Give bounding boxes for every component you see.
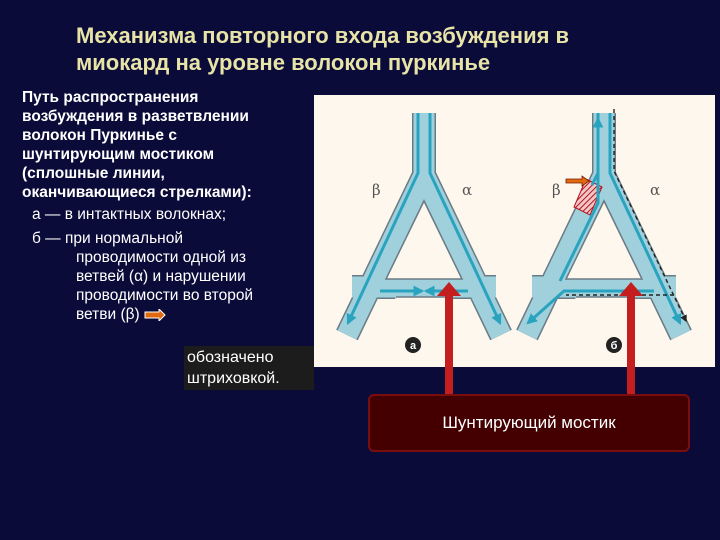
desc-heading-5: (сплошные линии, <box>22 165 165 182</box>
left-bridge-connector <box>445 288 453 396</box>
desc-item-b-5-row <box>22 305 312 324</box>
right-beta-label: β <box>552 181 561 199</box>
hatch-marker-arrow-icon <box>144 309 166 321</box>
hatch-label <box>184 346 314 390</box>
title-line-2: миокард на уровне волокон пуркинье <box>76 50 491 75</box>
left-badge-label: а <box>409 340 417 352</box>
desc-heading-2: возбуждения в разветвлении <box>22 108 249 125</box>
desc-heading-3: волокон Пуркинье с <box>22 127 177 144</box>
shunt-bridge-label-box <box>368 394 690 452</box>
title-line-1: Механизма повторного входа возбуждения в <box>76 23 570 48</box>
desc-item-b-2: проводимости одной из <box>76 249 247 266</box>
shunt-bridge-label: Шунтирующий мостик <box>442 413 616 432</box>
hatch-label-line-1: обозначено <box>187 349 274 366</box>
desc-item-b-1: б — при нормальной <box>32 230 184 247</box>
right-fiber <box>527 113 681 345</box>
left-alpha-label: α <box>462 181 473 199</box>
left-fiber <box>347 113 501 345</box>
description <box>22 88 312 324</box>
left-beta-label: β <box>372 181 381 199</box>
hatch-label-line-2: штриховкой. <box>187 370 280 387</box>
left-connector-arrowhead-icon <box>437 282 461 296</box>
right-panel <box>527 109 686 353</box>
right-alpha-label: α <box>650 181 661 199</box>
right-connector-arrowhead-icon <box>619 282 643 296</box>
desc-item-b-3: ветвей (α) и нарушении <box>76 268 246 285</box>
desc-heading-6: оканчивающиеся стрелками): <box>22 184 252 201</box>
slide-title <box>76 22 696 76</box>
desc-heading-1: Путь распространения <box>22 89 199 106</box>
right-bridge-connector <box>627 288 635 396</box>
desc-item-b-5: ветви (β) <box>76 306 140 323</box>
desc-heading-4: шунтирующим мостиком <box>22 146 215 163</box>
desc-item-b-4: проводимости во второй <box>76 287 254 304</box>
purkinje-figure <box>314 95 715 367</box>
right-badge-label: б <box>610 340 618 352</box>
desc-item-a: а — в интактных волокнах; <box>32 206 227 223</box>
purkinje-diagram <box>314 95 715 367</box>
left-panel <box>347 113 501 353</box>
